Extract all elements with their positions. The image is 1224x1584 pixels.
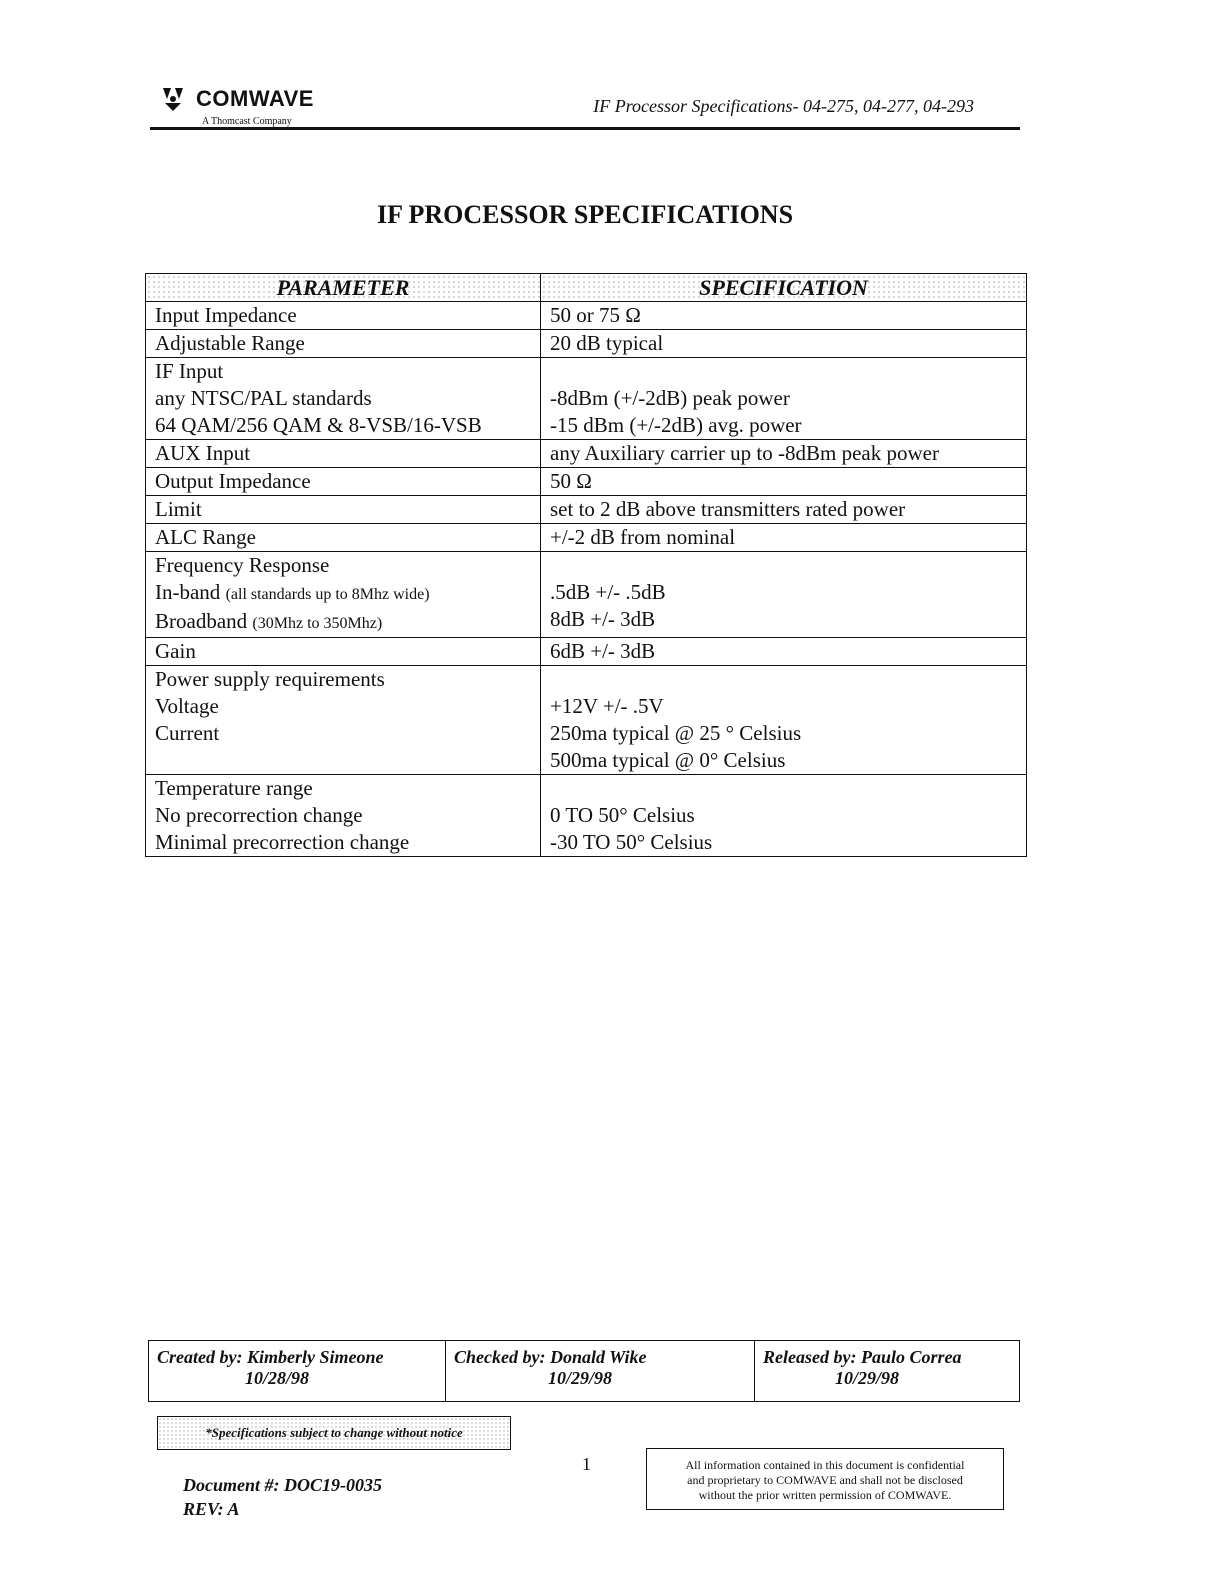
confidential-line: All information contained in this document is confidential <box>685 1458 965 1472</box>
page-title: IF PROCESSOR SPECIFICATIONS <box>376 200 794 229</box>
company-subtitle: A Thomcast Company <box>202 116 292 127</box>
parameter-line: Output Impedance <box>155 469 311 493</box>
parameter-cell <box>146 496 541 524</box>
created-by-cell <box>149 1341 446 1402</box>
specification-header: SPECIFICATION <box>541 274 1027 302</box>
parameter-cell <box>146 638 541 666</box>
specification-cell <box>541 468 1027 496</box>
parameter-line: Frequency Response <box>155 553 330 577</box>
parameter-cell <box>146 468 541 496</box>
parameter-line: No precorrection change <box>155 803 363 827</box>
parameter-cell <box>146 552 541 638</box>
specification-line: 0 TO 50° Celsius <box>550 803 695 827</box>
parameter-line: Minimal precorrection change <box>155 830 410 854</box>
specification-cell <box>541 330 1027 358</box>
confidential-line: and proprietary to COMWAVE and shall not be disclosed <box>687 1473 963 1487</box>
table-row <box>146 302 1027 330</box>
specification-line: 500ma typical @ 0° Celsius <box>550 748 786 772</box>
parameter-line: Gain <box>155 639 196 663</box>
specification-line: +12V +/- .5V <box>550 694 664 718</box>
created-date: 10/28/98 <box>244 1368 309 1388</box>
created-by-label: Created by: Kimberly Simeone <box>157 1347 384 1367</box>
specification-cell <box>541 440 1027 468</box>
released-by-cell <box>755 1341 1020 1402</box>
parameter-cell <box>146 524 541 552</box>
signoff-row <box>149 1341 1020 1402</box>
parameter-line: Limit <box>155 497 202 521</box>
parameter-cell <box>146 775 541 857</box>
parameter-cell <box>146 330 541 358</box>
table-row <box>146 440 1027 468</box>
parameter-cell <box>146 302 541 330</box>
parameter-line: Current <box>155 721 220 745</box>
specification-line: 20 dB typical <box>550 331 664 355</box>
parameter-cell <box>146 358 541 440</box>
parameter-line: Input Impedance <box>155 303 297 327</box>
parameter-line: 64 QAM/256 QAM & 8-VSB/16-VSB <box>155 413 482 437</box>
specifications-table <box>145 273 1027 857</box>
confidentiality-notice <box>646 1448 1004 1510</box>
table-row <box>146 524 1027 552</box>
specification-cell <box>541 358 1027 440</box>
parameter-note: (30Mhz to 350Mhz) <box>252 615 383 632</box>
specification-cell <box>541 638 1027 666</box>
specification-line: -30 TO 50° Celsius <box>550 830 713 854</box>
parameter-line: Voltage <box>155 694 219 718</box>
released-date: 10/29/98 <box>834 1368 899 1388</box>
table-row <box>146 666 1027 775</box>
table-row <box>146 638 1027 666</box>
parameter-line: Temperature range <box>155 776 313 800</box>
specifications-disclaimer: *Specifications subject to change without notice <box>157 1416 511 1450</box>
parameter-line: ALC Range <box>155 525 256 549</box>
specification-line: -15 dBm (+/-2dB) avg. power <box>550 413 802 437</box>
specification-cell <box>541 302 1027 330</box>
parameter-label: In-band <box>155 580 221 604</box>
specification-line <box>550 552 1017 579</box>
specification-line <box>550 775 1017 802</box>
specification-line: 50 Ω <box>550 469 592 493</box>
specification-line: 6dB +/- 3dB <box>550 639 656 663</box>
specification-cell <box>541 666 1027 775</box>
company-name: COMWAVE <box>196 86 314 111</box>
specification-cell <box>541 524 1027 552</box>
specification-line: 250ma typical @ 25 ° Celsius <box>550 721 802 745</box>
comwave-logo-icon <box>160 86 186 112</box>
parameter-line: IF Input <box>155 359 224 383</box>
table-row <box>146 552 1027 638</box>
checked-date: 10/29/98 <box>547 1368 612 1388</box>
table-row <box>146 358 1027 440</box>
parameter-cell <box>146 440 541 468</box>
specification-line: 50 or 75 Ω <box>550 303 641 327</box>
specification-line: .5dB +/- .5dB <box>550 580 666 604</box>
parameter-line: Adjustable Range <box>155 331 305 355</box>
specification-line: +/-2 dB from nominal <box>550 525 736 549</box>
specification-line: any Auxiliary carrier up to -8dBm peak power <box>550 441 939 465</box>
confidential-line: without the prior written permission of COMWAVE. <box>698 1488 952 1502</box>
specification-line <box>550 666 1017 693</box>
checked-by-label: Checked by: Donald Wike <box>454 1347 647 1367</box>
specification-line: set to 2 dB above transmitters rated power <box>550 497 906 521</box>
specification-line: 8dB +/- 3dB <box>550 607 656 631</box>
parameter-label: Broadband <box>155 609 248 633</box>
specification-cell <box>541 552 1027 638</box>
parameter-line <box>155 608 531 637</box>
table-row <box>146 330 1027 358</box>
parameter-header: PARAMETER <box>146 274 541 302</box>
parameter-note: (all standards up to 8Mhz wide) <box>225 586 430 603</box>
page-number: 1 <box>582 1454 591 1474</box>
parameter-line: AUX Input <box>155 441 251 465</box>
parameter-cell <box>146 666 541 775</box>
table-row <box>146 775 1027 857</box>
specification-line: -8dBm (+/-2dB) peak power <box>550 386 790 410</box>
table-row <box>146 496 1027 524</box>
parameter-line <box>155 747 531 774</box>
released-by-label: Released by: Paulo Correa <box>763 1347 962 1367</box>
signoff-table <box>148 1340 1020 1402</box>
document-number: Document #: DOC19-0035 <box>183 1475 382 1495</box>
table-row <box>146 468 1027 496</box>
specification-cell <box>541 496 1027 524</box>
parameter-line: any NTSC/PAL standards <box>155 386 372 410</box>
checked-by-cell <box>446 1341 755 1402</box>
parameter-line <box>155 579 531 608</box>
document-revision: REV: A <box>183 1499 240 1519</box>
document-header-title: IF Processor Specifications- 04-275, 04-277, 04-293 <box>593 96 974 116</box>
header-rule <box>150 127 1020 130</box>
parameter-line: Power supply requirements <box>155 667 385 691</box>
specification-cell <box>541 775 1027 857</box>
document-info <box>183 1473 382 1521</box>
specification-line <box>550 358 1017 385</box>
table-header-row <box>146 274 1027 302</box>
